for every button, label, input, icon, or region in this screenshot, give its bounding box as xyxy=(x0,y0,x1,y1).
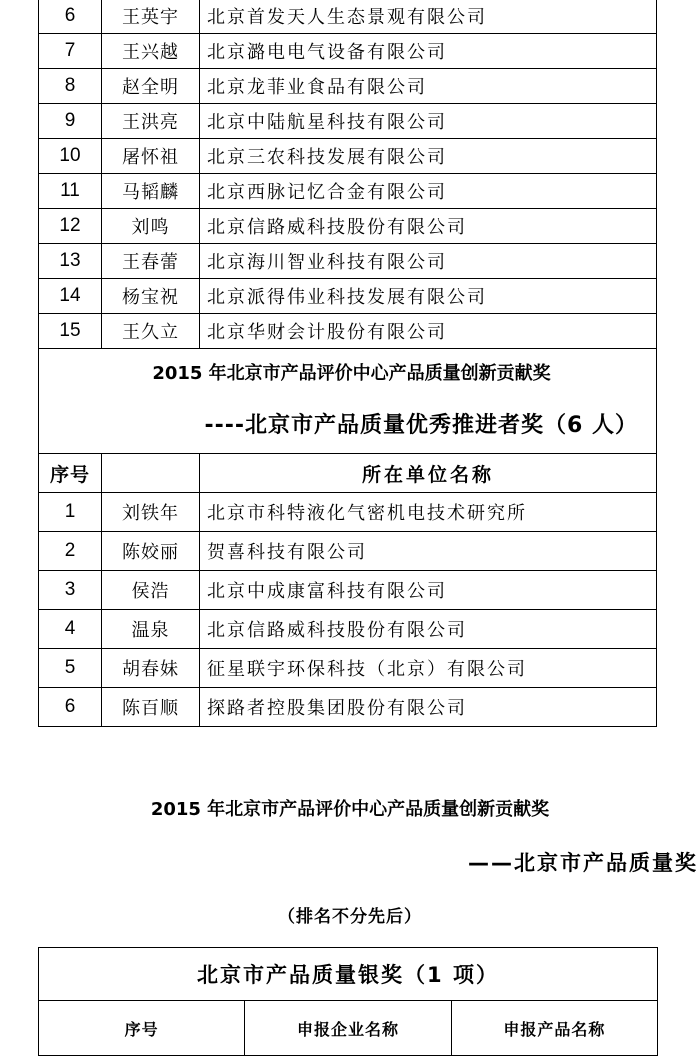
table-row xyxy=(39,532,657,571)
row-number: 13 xyxy=(39,244,102,279)
person-name: 王兴越 xyxy=(102,34,200,69)
person-name: 赵全明 xyxy=(102,69,200,104)
table-row xyxy=(39,104,657,139)
person-name: 陈姣丽 xyxy=(102,532,200,571)
unit-name: 北京市科特液化气密机电技术研究所 xyxy=(200,493,657,532)
table-row xyxy=(39,209,657,244)
row-number: 5 xyxy=(39,649,102,688)
section-subtitle: ——北京市产品质量奖 xyxy=(468,851,698,875)
table-row xyxy=(39,139,657,174)
unit-name: 北京三农科技发展有限公司 xyxy=(200,139,657,174)
unit-name: 北京西脉记忆合金有限公司 xyxy=(200,174,657,209)
unit-name: 北京中成康富科技有限公司 xyxy=(200,571,657,610)
header-number: 序号 xyxy=(39,1001,245,1056)
row-number: 4 xyxy=(39,610,102,649)
table-row xyxy=(39,69,657,104)
section-title: 2015 年北京市产品评价中心产品质量创新贡献奖 xyxy=(150,799,550,820)
table-row xyxy=(39,649,657,688)
unit-name: 北京潞电电气设备有限公司 xyxy=(200,34,657,69)
person-name: 王洪亮 xyxy=(102,104,200,139)
row-number: 10 xyxy=(39,139,102,174)
table-row xyxy=(39,34,657,69)
row-number: 1 xyxy=(39,493,102,532)
person-name: 温泉 xyxy=(102,610,200,649)
person-name: 侯浩 xyxy=(102,571,200,610)
person-name: 马韬麟 xyxy=(102,174,200,209)
table-row xyxy=(39,0,657,34)
silver-award-caption: 北京市产品质量银奖（1 项） xyxy=(39,948,658,1001)
row-number: 12 xyxy=(39,209,102,244)
person-name: 刘鸣 xyxy=(102,209,200,244)
row-number: 3 xyxy=(39,571,102,610)
person-name: 陈百顺 xyxy=(102,688,200,727)
table-row xyxy=(39,688,657,727)
row-number: 9 xyxy=(39,104,102,139)
person-name: 屠怀祖 xyxy=(102,139,200,174)
header-number: 序号 xyxy=(39,454,102,493)
row-number: 15 xyxy=(39,314,102,349)
unit-name: 北京中陆航星科技有限公司 xyxy=(200,104,657,139)
header-unit: 所在单位名称 xyxy=(200,454,657,493)
person-name: 王春蕾 xyxy=(102,244,200,279)
caption-row xyxy=(39,948,658,1001)
row-number: 2 xyxy=(39,532,102,571)
row-number: 6 xyxy=(39,688,102,727)
table-header-row xyxy=(39,1001,658,1056)
row-number: 14 xyxy=(39,279,102,314)
table-header-row xyxy=(39,454,657,493)
person-name: 杨宝祝 xyxy=(102,279,200,314)
award-title: 2015 年北京市产品评价中心产品质量创新贡献奖 xyxy=(152,363,551,384)
unit-name: 征星联宇环保科技（北京）有限公司 xyxy=(200,649,657,688)
unit-name: 北京海川智业科技有限公司 xyxy=(200,244,657,279)
winners-table xyxy=(38,0,657,727)
table-row xyxy=(39,174,657,209)
unit-name: 北京信路威科技股份有限公司 xyxy=(200,209,657,244)
table-row xyxy=(39,610,657,649)
header-company: 申报企业名称 xyxy=(245,1001,451,1056)
person-name: 刘铁年 xyxy=(102,493,200,532)
award-heading-row xyxy=(39,349,657,454)
row-number: 8 xyxy=(39,69,102,104)
ranking-note: （排名不分先后） xyxy=(278,907,422,927)
row-number: 11 xyxy=(39,174,102,209)
unit-name: 北京信路威科技股份有限公司 xyxy=(200,610,657,649)
silver-award-table xyxy=(38,947,658,1056)
unit-name: 北京派得伟业科技发展有限公司 xyxy=(200,279,657,314)
header-product: 申报产品名称 xyxy=(451,1001,657,1056)
table-row xyxy=(39,571,657,610)
unit-name: 贺喜科技有限公司 xyxy=(200,532,657,571)
unit-name: 探路者控股集团股份有限公司 xyxy=(200,688,657,727)
person-name: 王久立 xyxy=(102,314,200,349)
unit-name: 北京华财会计股份有限公司 xyxy=(200,314,657,349)
table-row xyxy=(39,314,657,349)
table-row xyxy=(39,244,657,279)
person-name: 王英宇 xyxy=(102,0,200,34)
row-number: 6 xyxy=(39,0,102,34)
table-row xyxy=(39,279,657,314)
unit-name: 北京龙菲业食品有限公司 xyxy=(200,69,657,104)
award-heading-cell xyxy=(39,349,657,454)
header-name-blank xyxy=(102,454,200,493)
person-name: 胡春妹 xyxy=(102,649,200,688)
award-subtitle: ----北京市产品质量优秀推进者奖（6 人） xyxy=(204,413,638,438)
row-number: 7 xyxy=(39,34,102,69)
table-row xyxy=(39,493,657,532)
unit-name: 北京首发天人生态景观有限公司 xyxy=(200,0,657,34)
